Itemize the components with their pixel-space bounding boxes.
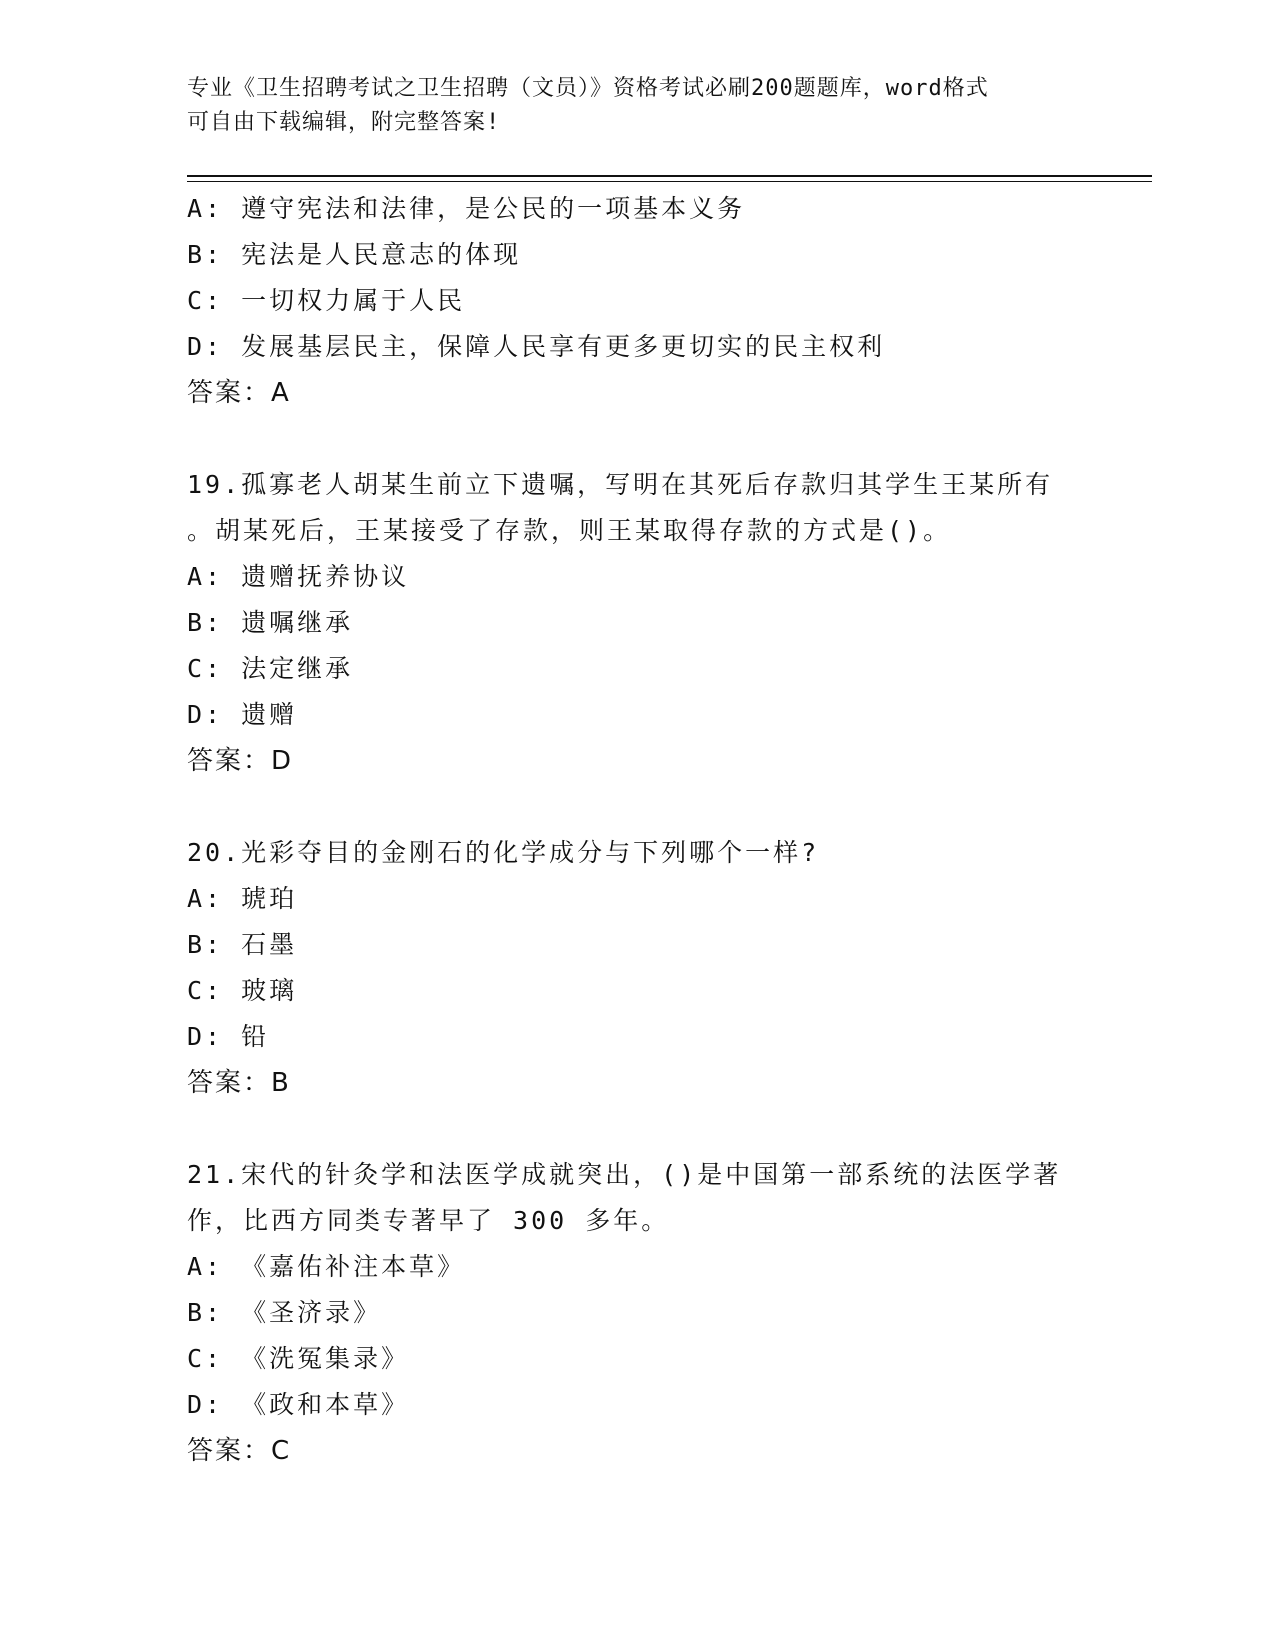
option-b: B: 遗嘱继承 bbox=[187, 608, 354, 637]
option-c: C: 玻璃 bbox=[187, 976, 298, 1005]
question-block-21 bbox=[187, 1152, 1087, 1474]
option-a: A: 遗赠抚养协议 bbox=[187, 562, 410, 591]
option-d: D: 铅 bbox=[187, 1022, 270, 1051]
spacer bbox=[187, 416, 1087, 462]
page-header bbox=[187, 72, 1067, 140]
answer-line: 答案：C bbox=[187, 1436, 292, 1466]
question-stem-continued: 。胡某死后，王某接受了存款，则王某取得存款的方式是()。 bbox=[187, 516, 952, 545]
option-b: B: 《圣济录》 bbox=[187, 1298, 382, 1327]
option-d: D: 《政和本草》 bbox=[187, 1390, 410, 1419]
option-a: A: 遵守宪法和法律，是公民的一项基本义务 bbox=[187, 194, 746, 223]
spacer bbox=[187, 1106, 1087, 1152]
answer-line: 答案：A bbox=[187, 378, 291, 408]
header-divider-thick bbox=[187, 175, 1152, 177]
question-stem-continued: 作，比西方同类专著早了 300 多年。 bbox=[187, 1206, 670, 1235]
header-line-1: 专业《卫生招聘考试之卫生招聘（文员）》资格考试必刷200题题库，word格式 bbox=[187, 76, 989, 101]
spacer bbox=[187, 784, 1087, 830]
option-b: B: 石墨 bbox=[187, 930, 298, 959]
answer-line: 答案：D bbox=[187, 746, 294, 776]
question-list bbox=[187, 186, 1087, 1474]
option-c: C: 一切权力属于人民 bbox=[187, 286, 466, 315]
question-stem: 20.光彩夺目的金刚石的化学成分与下列哪个一样? bbox=[187, 838, 820, 867]
answer-line: 答案：B bbox=[187, 1068, 291, 1098]
option-a: A: 《嘉佑补注本草》 bbox=[187, 1252, 466, 1281]
option-c: C: 《洗冤集录》 bbox=[187, 1344, 410, 1373]
question-block-prev bbox=[187, 186, 1087, 416]
option-a: A: 琥珀 bbox=[187, 884, 298, 913]
option-d: D: 发展基层民主，保障人民享有更多更切实的民主权利 bbox=[187, 332, 886, 361]
option-b: B: 宪法是人民意志的体现 bbox=[187, 240, 522, 269]
header-line-2: 可自由下载编辑，附完整答案! bbox=[187, 110, 501, 135]
option-d: D: 遗赠 bbox=[187, 700, 298, 729]
question-stem: 21.宋代的针灸学和法医学成就突出，()是中国第一部系统的法医学著 bbox=[187, 1160, 1062, 1189]
option-c: C: 法定继承 bbox=[187, 654, 354, 683]
question-block-19 bbox=[187, 462, 1087, 784]
question-block-20 bbox=[187, 830, 1087, 1106]
header-divider-thin bbox=[187, 181, 1152, 182]
question-stem: 19.孤寡老人胡某生前立下遗嘱，写明在其死后存款归其学生王某所有 bbox=[187, 470, 1054, 499]
